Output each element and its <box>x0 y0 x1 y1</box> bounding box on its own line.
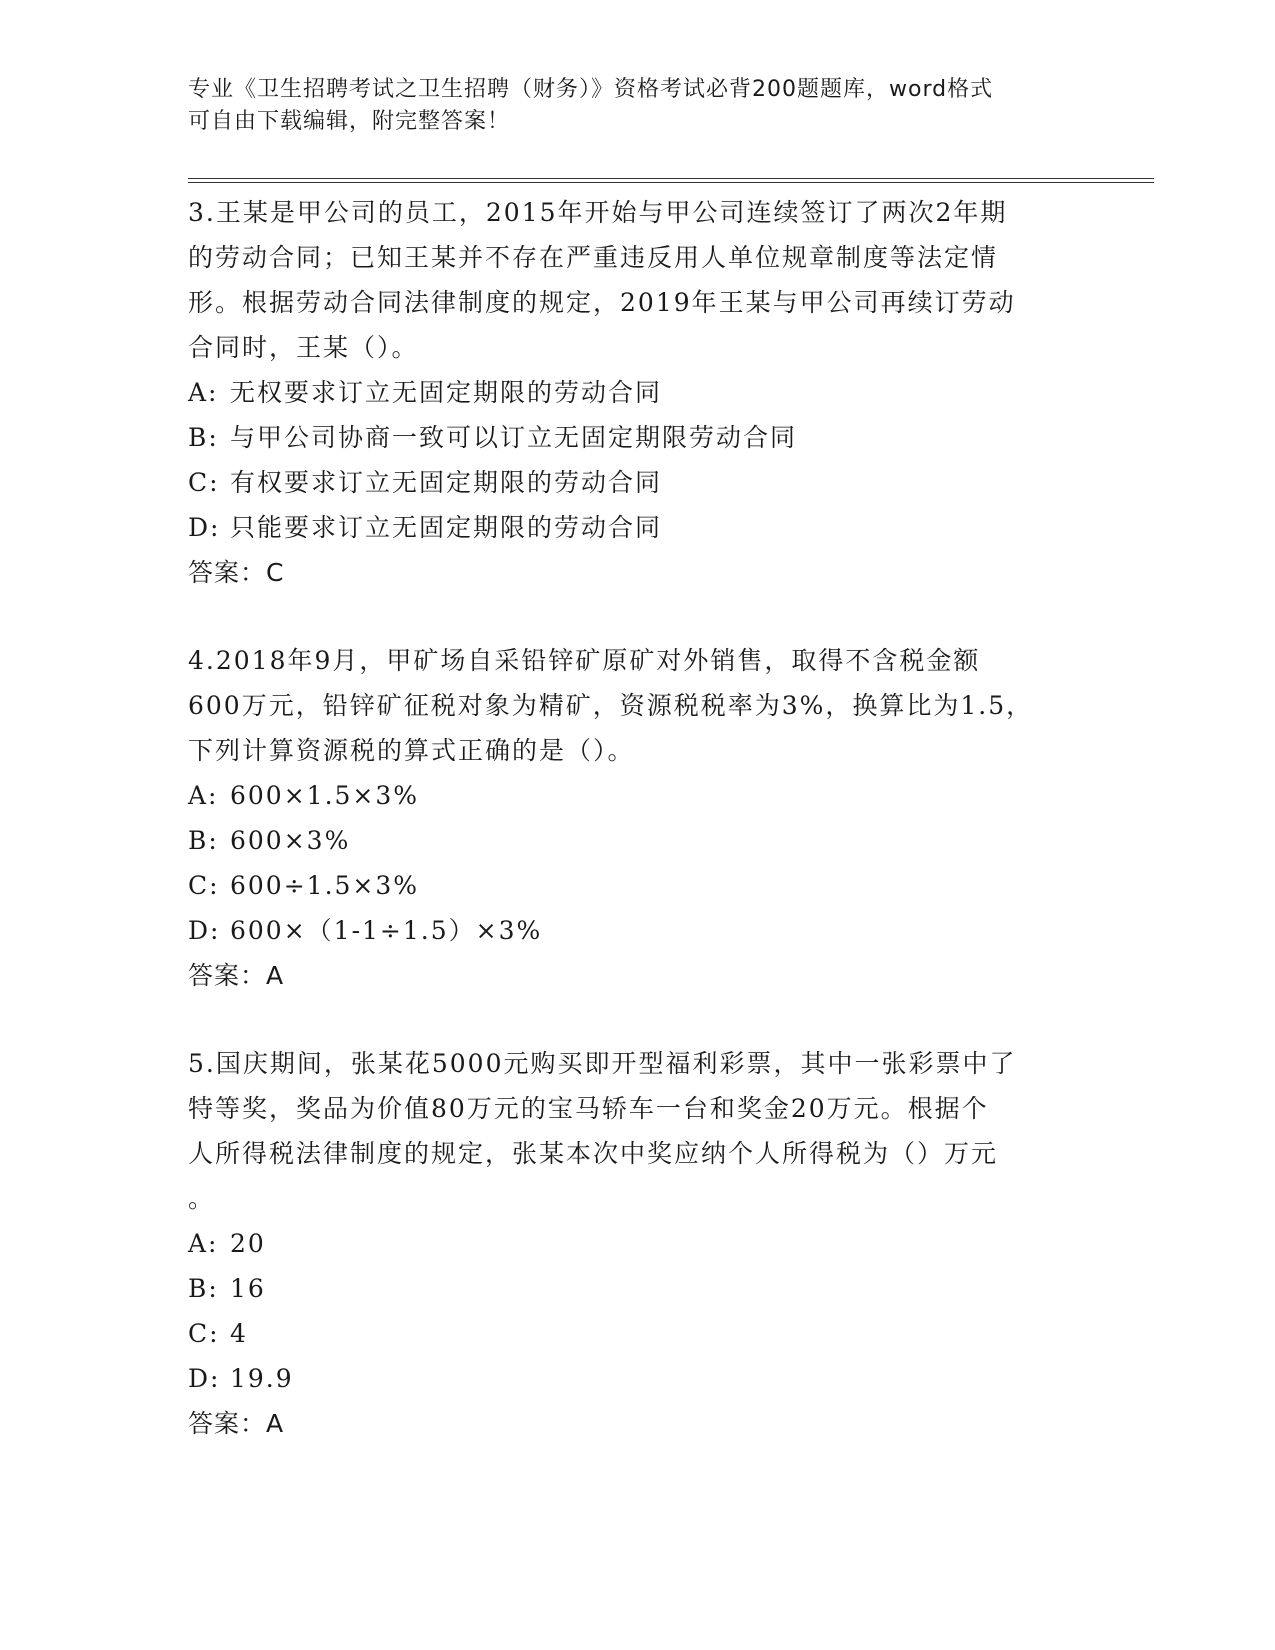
option-text: 16 <box>230 1274 266 1303</box>
option-key: C: <box>188 1319 220 1348</box>
option-b <box>188 415 1088 460</box>
answer: 答案：C <box>188 558 285 587</box>
option-text: 只能要求订立无固定期限的劳动合同 <box>230 513 663 542</box>
answer: 答案：A <box>188 961 285 990</box>
option-text: 600×3% <box>230 826 351 855</box>
header-line-2: 可自由下载编辑，附完整答案！ <box>188 109 511 134</box>
question-stem-line: 人所得税法律制度的规定，张某本次中奖应纳个人所得税为（）万元 <box>188 1139 999 1168</box>
answer: 答案：A <box>188 1409 285 1438</box>
option-key: A: <box>188 378 219 407</box>
option-text: 与甲公司协商一致可以订立无固定期限劳动合同 <box>230 423 798 452</box>
option-key: A: <box>188 781 219 810</box>
option-text: 600×（1-1÷1.5）×3% <box>230 916 543 945</box>
question-stem-line: 5.国庆期间，张某花5000元购买即开型福利彩票，其中一张彩票中了 <box>188 1049 1017 1078</box>
header-line-1: 专业《卫生招聘考试之卫生招聘（财务）》资格考试必背200题题库，word格式 <box>188 77 994 102</box>
question-5 <box>188 1041 1088 1447</box>
header-divider <box>188 178 1154 183</box>
question-stem-line: 特等奖，奖品为价值80万元的宝马轿车一台和奖金20万元。根据个 <box>188 1094 989 1123</box>
question-stem-line: 3.王某是甲公司的员工，2015年开始与甲公司连续签订了两次2年期 <box>188 198 1008 227</box>
question-list <box>188 190 1088 1489</box>
option-key: B: <box>188 826 219 855</box>
option-key: C: <box>188 871 220 900</box>
option-key: D: <box>188 916 221 945</box>
option-text: 有权要求订立无固定期限的劳动合同 <box>230 468 663 497</box>
option-text: 无权要求订立无固定期限的劳动合同 <box>230 378 663 407</box>
option-a <box>188 1221 1088 1266</box>
option-text: 19.9 <box>230 1364 294 1393</box>
option-text: 20 <box>230 1229 266 1258</box>
option-text: 4 <box>230 1319 248 1348</box>
question-4 <box>188 638 1088 999</box>
option-text: 600÷1.5×3% <box>230 871 420 900</box>
question-stem-line: 600万元，铅锌矿征税对象为精矿，资源税税率为3%，换算比为1.5， <box>188 691 1034 720</box>
option-d <box>188 1356 1088 1401</box>
option-c <box>188 1311 1088 1356</box>
option-d <box>188 908 1088 953</box>
option-a <box>188 370 1088 415</box>
option-c <box>188 460 1088 505</box>
option-text: 600×1.5×3% <box>230 781 420 810</box>
question-stem-line: 。 <box>188 1184 216 1213</box>
question-stem-line: 的劳动合同；已知王某并不存在严重违反用人单位规章制度等法定情 <box>188 243 999 272</box>
question-stem-line: 下列计算资源税的算式正确的是（）。 <box>188 736 635 765</box>
option-b <box>188 1266 1088 1311</box>
question-3 <box>188 190 1088 596</box>
question-stem-line: 形。根据劳动合同法律制度的规定，2019年王某与甲公司再续订劳动 <box>188 288 1016 317</box>
question-stem-line: 合同时，王某（）。 <box>188 333 419 362</box>
option-key: D: <box>188 1364 221 1393</box>
option-key: A: <box>188 1229 219 1258</box>
option-key: B: <box>188 423 219 452</box>
option-b <box>188 818 1088 863</box>
option-key: B: <box>188 1274 219 1303</box>
document-header <box>188 74 1068 138</box>
option-key: D: <box>188 513 221 542</box>
option-a <box>188 773 1088 818</box>
option-c <box>188 863 1088 908</box>
option-key: C: <box>188 468 220 497</box>
option-d <box>188 505 1088 550</box>
question-stem-line: 4.2018年9月，甲矿场自采铅锌矿原矿对外销售，取得不含税金额 <box>188 646 981 675</box>
